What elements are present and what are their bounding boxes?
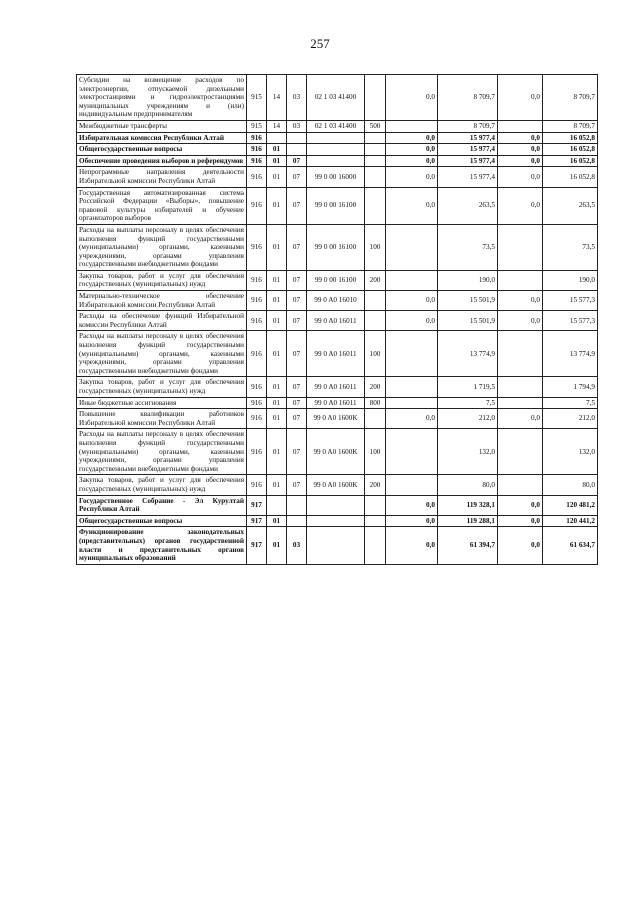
- cell-amount-4: 61 634,7: [543, 527, 598, 564]
- cell-amount-2: 73,5: [438, 224, 498, 270]
- cell-amount-4: 16 052,8: [543, 132, 598, 144]
- cell-expense-type: [365, 495, 386, 515]
- cell-amount-1: [386, 429, 438, 475]
- cell-amount-2: 119 288,1: [438, 515, 498, 527]
- cell-amount-2: 132,0: [438, 429, 498, 475]
- cell-amount-3: 0,0: [498, 311, 543, 331]
- cell-amount-2: 61 394,7: [438, 527, 498, 564]
- cell-section: 01: [267, 144, 287, 156]
- cell-target-article: 99 0 A0 16011: [307, 331, 365, 377]
- cell-ministry: 916: [247, 475, 267, 495]
- cell-subsection: 07: [287, 429, 307, 475]
- cell-amount-2: 15 977,4: [438, 144, 498, 156]
- cell-subsection: 07: [287, 291, 307, 311]
- cell-name: Государственное Собрание - Эл Курултай Республики Алтай: [77, 495, 247, 515]
- cell-subsection: 07: [287, 475, 307, 495]
- cell-ministry: 917: [247, 527, 267, 564]
- cell-target-article: 99 0 A0 1600K: [307, 409, 365, 429]
- cell-amount-3: 0,0: [498, 187, 543, 224]
- cell-section: 01: [267, 409, 287, 429]
- cell-amount-3: 0,0: [498, 495, 543, 515]
- cell-amount-2: 119 328,1: [438, 495, 498, 515]
- cell-name: Избирательная комиссия Республики Алтай: [77, 132, 247, 144]
- cell-amount-2: 212,0: [438, 409, 498, 429]
- cell-expense-type: [365, 167, 386, 187]
- cell-amount-1: [386, 270, 438, 290]
- cell-name: Общегосударственные вопросы: [77, 515, 247, 527]
- cell-amount-1: [386, 475, 438, 495]
- cell-amount-1: [386, 397, 438, 409]
- cell-amount-4: 15 577,3: [543, 291, 598, 311]
- table-row: [77, 515, 598, 527]
- cell-subsection: 03: [287, 527, 307, 564]
- cell-amount-1: 0,0: [386, 495, 438, 515]
- cell-amount-1: [386, 120, 438, 132]
- cell-section: 14: [267, 120, 287, 132]
- cell-section: 01: [267, 270, 287, 290]
- cell-section: 01: [267, 291, 287, 311]
- cell-name: Закупка товаров, работ и услуг для обеспечения государственных (муниципальных) нужд: [77, 475, 247, 495]
- cell-name: Расходы на выплаты персоналу в целях обеспечения выполнения функций государственными (муниципальными) органами, казенными учреждениями, органами управления государственными внебюджетными фондами: [77, 429, 247, 475]
- cell-subsection: [287, 132, 307, 144]
- cell-name: Обеспечение проведения выборов и референдумов: [77, 155, 247, 167]
- cell-target-article: 99 0 A0 16011: [307, 311, 365, 331]
- cell-expense-type: 200: [365, 377, 386, 397]
- cell-amount-4: 212,0: [543, 409, 598, 429]
- cell-amount-1: 0,0: [386, 311, 438, 331]
- table-row: [77, 331, 598, 377]
- table-row: [77, 132, 598, 144]
- cell-name: Расходы на выплаты персоналу в целях обеспечения выполнения функций государственными (муниципальными) органами, казенными учреждениями, органами управления государственными внебюджетными фондами: [77, 224, 247, 270]
- table-row: [77, 144, 598, 156]
- cell-amount-3: 0,0: [498, 515, 543, 527]
- cell-section: 01: [267, 377, 287, 397]
- table-row: [77, 224, 598, 270]
- table-row: [77, 187, 598, 224]
- cell-subsection: [287, 144, 307, 156]
- table-row: [77, 429, 598, 475]
- cell-target-article: 99 0 00 16100: [307, 187, 365, 224]
- cell-amount-2: 8 709,7: [438, 120, 498, 132]
- cell-section: 01: [267, 527, 287, 564]
- cell-amount-4: 16 052,8: [543, 144, 598, 156]
- cell-amount-4: 8 709,7: [543, 120, 598, 132]
- cell-amount-3: 0,0: [498, 144, 543, 156]
- cell-target-article: 99 0 00 16100: [307, 270, 365, 290]
- cell-target-article: [307, 144, 365, 156]
- cell-section: [267, 495, 287, 515]
- cell-ministry: 917: [247, 495, 267, 515]
- table-row: [77, 475, 598, 495]
- cell-subsection: [287, 495, 307, 515]
- cell-ministry: 915: [247, 120, 267, 132]
- cell-ministry: 916: [247, 224, 267, 270]
- cell-amount-2: 15 977,4: [438, 155, 498, 167]
- cell-section: 01: [267, 187, 287, 224]
- table-row: [77, 409, 598, 429]
- cell-amount-1: 0,0: [386, 167, 438, 187]
- cell-amount-4: 1 794,9: [543, 377, 598, 397]
- cell-amount-4: 7,5: [543, 397, 598, 409]
- cell-amount-3: 0,0: [498, 409, 543, 429]
- table-row: [77, 167, 598, 187]
- cell-expense-type: [365, 132, 386, 144]
- cell-expense-type: [365, 409, 386, 429]
- cell-expense-type: 100: [365, 331, 386, 377]
- cell-amount-1: 0,0: [386, 144, 438, 156]
- cell-subsection: 03: [287, 75, 307, 121]
- cell-ministry: 916: [247, 377, 267, 397]
- cell-target-article: [307, 495, 365, 515]
- table-row: [77, 495, 598, 515]
- cell-section: 01: [267, 155, 287, 167]
- cell-amount-3: 0,0: [498, 291, 543, 311]
- cell-amount-4: 15 577,3: [543, 311, 598, 331]
- cell-amount-1: 0,0: [386, 187, 438, 224]
- cell-subsection: 07: [287, 270, 307, 290]
- cell-expense-type: [365, 291, 386, 311]
- cell-subsection: 07: [287, 397, 307, 409]
- cell-amount-3: [498, 120, 543, 132]
- cell-name: Общегосударственные вопросы: [77, 144, 247, 156]
- cell-amount-1: 0,0: [386, 75, 438, 121]
- page-number: 257: [310, 36, 330, 51]
- table-row: [77, 75, 598, 121]
- cell-section: 01: [267, 224, 287, 270]
- cell-amount-1: 0,0: [386, 291, 438, 311]
- cell-ministry: 916: [247, 167, 267, 187]
- cell-name: Функционирование законодательных (представительных) органов государственной власти и представительных органов муниципальных образований: [77, 527, 247, 564]
- cell-ministry: 916: [247, 397, 267, 409]
- cell-target-article: 99 0 00 16100: [307, 224, 365, 270]
- cell-expense-type: 200: [365, 475, 386, 495]
- cell-target-article: [307, 515, 365, 527]
- cell-name: Расходы на выплаты персоналу в целях обеспечения выполнения функций государственными (муниципальными) органами, казенными учреждениями, органами управления государственными внебюджетными фондами: [77, 331, 247, 377]
- cell-expense-type: [365, 527, 386, 564]
- cell-expense-type: [365, 311, 386, 331]
- cell-subsection: 07: [287, 311, 307, 331]
- table-body: [77, 75, 598, 565]
- cell-section: 01: [267, 167, 287, 187]
- cell-subsection: 07: [287, 377, 307, 397]
- cell-subsection: 07: [287, 409, 307, 429]
- cell-name: Субсидии на возмещение расходов по электроэнергии, отпускаемой дизельными электростанциями и гидроэлектростанциями муниципальных учреждениям и (или) индивидуальным предпринимателям: [77, 75, 247, 121]
- cell-amount-3: [498, 397, 543, 409]
- cell-expense-type: [365, 155, 386, 167]
- cell-ministry: 916: [247, 187, 267, 224]
- cell-name: Непрограммные направления деятельности Избирательной комиссии Республики Алтай: [77, 167, 247, 187]
- cell-amount-2: 15 977,4: [438, 167, 498, 187]
- cell-subsection: [287, 515, 307, 527]
- cell-amount-2: 13 774,9: [438, 331, 498, 377]
- table-row: [77, 120, 598, 132]
- cell-ministry: 915: [247, 75, 267, 121]
- cell-ministry: 917: [247, 515, 267, 527]
- cell-amount-1: [386, 224, 438, 270]
- cell-ministry: 916: [247, 291, 267, 311]
- cell-expense-type: 100: [365, 429, 386, 475]
- cell-amount-4: 8 709,7: [543, 75, 598, 121]
- cell-expense-type: [365, 187, 386, 224]
- cell-name: Закупка товаров, работ и услуг для обеспечения государственных (муниципальных) нужд: [77, 270, 247, 290]
- cell-section: 01: [267, 311, 287, 331]
- cell-amount-3: [498, 224, 543, 270]
- cell-amount-1: 0,0: [386, 132, 438, 144]
- table-row: [77, 155, 598, 167]
- cell-amount-1: [386, 377, 438, 397]
- cell-expense-type: [365, 515, 386, 527]
- cell-amount-4: 80,0: [543, 475, 598, 495]
- cell-name: Повышение квалификации работников Избирательной комиссии Республики Алтай: [77, 409, 247, 429]
- cell-amount-4: 120 441,2: [543, 515, 598, 527]
- cell-target-article: [307, 527, 365, 564]
- cell-section: 01: [267, 429, 287, 475]
- cell-ministry: 916: [247, 144, 267, 156]
- cell-amount-1: [386, 331, 438, 377]
- cell-target-article: 02 1 03 41400: [307, 75, 365, 121]
- cell-section: 01: [267, 475, 287, 495]
- cell-amount-2: 263,5: [438, 187, 498, 224]
- cell-amount-3: 0,0: [498, 527, 543, 564]
- cell-ministry: 916: [247, 311, 267, 331]
- cell-target-article: 99 0 A0 16011: [307, 397, 365, 409]
- cell-name: Межбюджетные трансферты: [77, 120, 247, 132]
- cell-amount-3: 0,0: [498, 132, 543, 144]
- cell-expense-type: 100: [365, 224, 386, 270]
- cell-amount-3: [498, 429, 543, 475]
- cell-amount-4: 73,5: [543, 224, 598, 270]
- cell-amount-3: [498, 377, 543, 397]
- cell-expense-type: 500: [365, 120, 386, 132]
- cell-amount-4: 120 481,2: [543, 495, 598, 515]
- cell-subsection: 07: [287, 167, 307, 187]
- budget-table: [76, 74, 598, 565]
- table-row: [77, 311, 598, 331]
- table-row: [77, 397, 598, 409]
- cell-amount-2: 15 977,4: [438, 132, 498, 144]
- cell-subsection: 07: [287, 331, 307, 377]
- cell-subsection: 07: [287, 155, 307, 167]
- cell-amount-2: 15 501,9: [438, 291, 498, 311]
- cell-amount-3: [498, 270, 543, 290]
- cell-amount-4: 16 052,8: [543, 155, 598, 167]
- cell-amount-4: 132,0: [543, 429, 598, 475]
- cell-subsection: 07: [287, 224, 307, 270]
- cell-amount-1: 0,0: [386, 527, 438, 564]
- cell-amount-2: 8 709,7: [438, 75, 498, 121]
- cell-section: [267, 132, 287, 144]
- cell-target-article: 99 0 A0 1600K: [307, 475, 365, 495]
- cell-target-article: 02 1 03 41400: [307, 120, 365, 132]
- cell-target-article: 99 0 A0 1600K: [307, 429, 365, 475]
- cell-expense-type: [365, 144, 386, 156]
- cell-subsection: 03: [287, 120, 307, 132]
- cell-amount-1: 0,0: [386, 409, 438, 429]
- table-row: [77, 377, 598, 397]
- cell-section: 01: [267, 331, 287, 377]
- cell-subsection: 07: [287, 187, 307, 224]
- cell-target-article: 99 0 00 16000: [307, 167, 365, 187]
- cell-target-article: [307, 155, 365, 167]
- cell-name: Материально-техническое обеспечение Избирательной комиссии Республики Алтай: [77, 291, 247, 311]
- table-row: [77, 291, 598, 311]
- table-row: [77, 270, 598, 290]
- cell-expense-type: [365, 75, 386, 121]
- cell-name: Закупка товаров, работ и услуг для обеспечения государственных (муниципальных) нужд: [77, 377, 247, 397]
- cell-amount-2: 15 501,9: [438, 311, 498, 331]
- cell-amount-3: 0,0: [498, 167, 543, 187]
- cell-amount-2: 80,0: [438, 475, 498, 495]
- cell-ministry: 916: [247, 409, 267, 429]
- cell-amount-2: 7,5: [438, 397, 498, 409]
- cell-expense-type: 200: [365, 270, 386, 290]
- cell-amount-4: 263,5: [543, 187, 598, 224]
- cell-amount-3: [498, 475, 543, 495]
- cell-section: 14: [267, 75, 287, 121]
- cell-ministry: 916: [247, 429, 267, 475]
- cell-expense-type: 800: [365, 397, 386, 409]
- cell-amount-1: 0,0: [386, 155, 438, 167]
- cell-ministry: 916: [247, 132, 267, 144]
- cell-amount-4: 13 774,9: [543, 331, 598, 377]
- cell-amount-1: 0,0: [386, 515, 438, 527]
- cell-target-article: 99 0 A0 16011: [307, 377, 365, 397]
- cell-amount-4: 16 052,8: [543, 167, 598, 187]
- cell-section: 01: [267, 515, 287, 527]
- cell-amount-4: 190,0: [543, 270, 598, 290]
- cell-target-article: [307, 132, 365, 144]
- cell-name: Расходы на обеспечение функций Избирательной комиссии Республики Алтай: [77, 311, 247, 331]
- cell-amount-2: 1 719,5: [438, 377, 498, 397]
- cell-ministry: 916: [247, 270, 267, 290]
- cell-name: Иные бюджетные ассигнования: [77, 397, 247, 409]
- cell-ministry: 916: [247, 331, 267, 377]
- cell-amount-3: [498, 331, 543, 377]
- table-row: [77, 527, 598, 564]
- cell-section: 01: [267, 397, 287, 409]
- cell-name: Государственная автоматизированная система Российской Федерации «Выборы», повышение правовой культуры избирателей и обучение организаторов выборов: [77, 187, 247, 224]
- cell-amount-3: 0,0: [498, 75, 543, 121]
- cell-amount-2: 190,0: [438, 270, 498, 290]
- cell-amount-3: 0,0: [498, 155, 543, 167]
- cell-target-article: 99 0 A0 16010: [307, 291, 365, 311]
- cell-ministry: 916: [247, 155, 267, 167]
